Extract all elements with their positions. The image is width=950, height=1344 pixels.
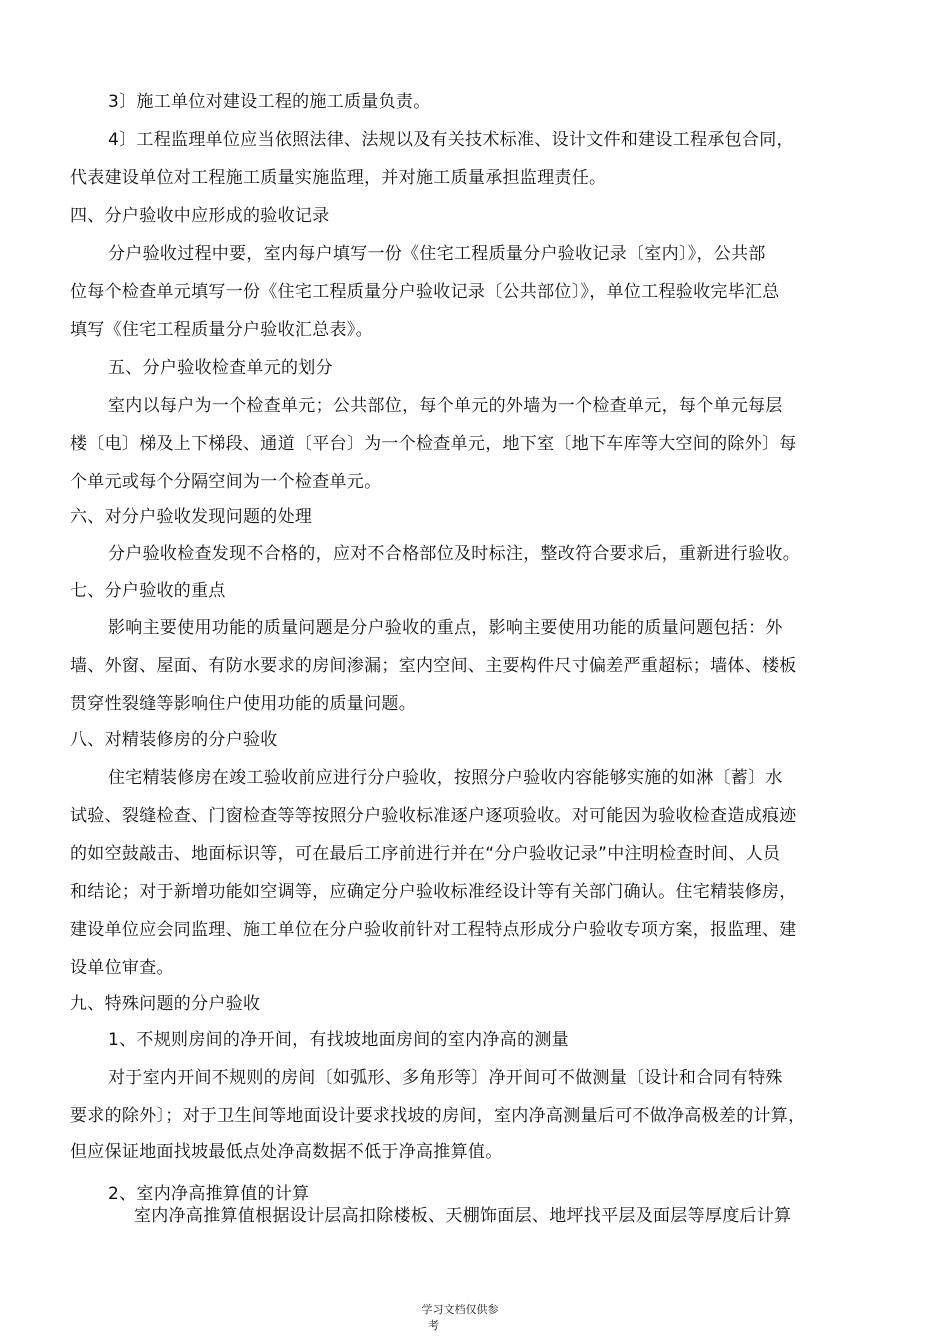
subsection-heading: 1、不规则房间的净开间，有找坡地面房间的室内净高的测量 bbox=[108, 1030, 569, 1050]
section-heading: 六、对分户验收发现问题的处理 bbox=[70, 507, 313, 527]
text-line: 分户验收检查发现不合格的，应对不合格部位及时标注，整改符合要求后，重新进行验收。 bbox=[108, 544, 800, 564]
section-heading: 五、分户验收检查单元的划分 bbox=[108, 358, 333, 378]
text-line: 设单位审查。 bbox=[70, 958, 174, 978]
text-line: 和结论；对于新增功能如空调等，应确定分户验收标准经设计等有关部门确认。住宅精装修房， bbox=[70, 882, 797, 902]
text-line: 住宅精装修房在竣工验收前应进行分户验收，按照分户验收内容能够实施的如淋〔蓄〕水 bbox=[108, 768, 783, 788]
text-line: 位每个检查单元填写一份《住宅工程质量分户验收记录〔公共部位〕》，单位工程验收完毕汇总 bbox=[70, 282, 780, 302]
text-line: 试验、裂缝检查、门窗检查等等按照分户验收标准逐户逐项验收。对可能因为验收检查造成痕迹 bbox=[70, 806, 797, 826]
text-line: 但应保证地面找坡最低点处净高数据不低于净高推算值。 bbox=[70, 1142, 503, 1162]
section-heading: 八、对精装修房的分户验收 bbox=[70, 730, 278, 750]
text-line: 楼〔电〕梯及上下梯段、通道〔平台〕为一个检查单元，地下室〔地下车库等大空间的除外〕每 bbox=[70, 434, 797, 454]
footer-line: 考 bbox=[428, 1319, 439, 1332]
text-line: 填写《住宅工程质量分户验收汇总表》。 bbox=[70, 320, 373, 340]
text-line: 要求的除外〕；对于卫生间等地面设计要求找坡的房间，室内净高测量后可不做净高极差的计算， bbox=[70, 1106, 806, 1126]
text-line: 的如空鼓敲击、地面标识等，可在最后工序前进行并在“分户验收记录”中注明检查时间、人员 bbox=[70, 844, 781, 864]
text-line: 3〕施工单位对建设工程的施工质量负责。 bbox=[108, 92, 431, 112]
text-line: 对于室内开间不规则的房间〔如弧形、多角形等〕净开间可不做测量〔设计和合同有特殊 bbox=[108, 1068, 783, 1088]
text-line: 建设单位应会同监理、施工单位在分户验收前针对工程特点形成分户验收专项方案，报监理、建 bbox=[70, 920, 797, 940]
text-line: 代表建设单位对工程施工质量实施监理，并对施工质量承担监理责任。 bbox=[70, 168, 607, 188]
section-heading: 九、特殊问题的分户验收 bbox=[70, 994, 261, 1014]
text-line: 墙、外窗、屋面、有防水要求的房间渗漏；室内空间、主要构件尺寸偏差严重超标；墙体、楼板 bbox=[70, 656, 797, 676]
section-heading: 七、分户验收的重点 bbox=[70, 581, 226, 601]
text-line: 个单元或每个分隔空间为一个检查单元。 bbox=[70, 472, 382, 492]
text-line: 贯穿性裂缝等影响住户使用功能的质量问题。 bbox=[70, 694, 416, 714]
subsection-heading: 2、室内净高推算值的计算 bbox=[108, 1184, 310, 1204]
footer-line: 学习文档仅供参 bbox=[421, 1303, 499, 1316]
text-line: 室内净高推算值根据设计层高扣除楼板、天棚饰面层、地坪找平层及面层等厚度后计算 bbox=[134, 1206, 792, 1226]
text-line: 室内以每户为一个检查单元；公共部位，每个单元的外墙为一个检查单元，每个单元每层 bbox=[108, 396, 783, 416]
page-footer bbox=[380, 1302, 540, 1334]
text-line: 影响主要使用功能的质量问题是分户验收的重点，影响主要使用功能的质量问题包括：外 bbox=[108, 618, 783, 638]
text-line: 分户验收过程中要，室内每户填写一份《住宅工程质量分户验收记录〔室内〕》，公共部 bbox=[108, 244, 766, 264]
section-heading: 四、分户验收中应形成的验收记录 bbox=[70, 206, 330, 226]
text-line: 4〕工程监理单位应当依照法律、法规以及有关技术标准、设计文件和建设工程承包合同， bbox=[108, 130, 794, 150]
